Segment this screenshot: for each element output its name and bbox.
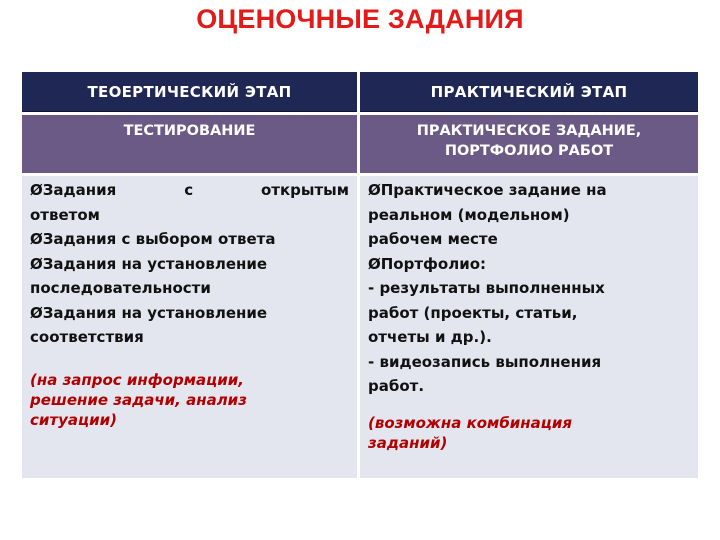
left-line-3: ØЗадания с выбором ответа bbox=[30, 230, 276, 248]
right-line-8: - видеозапись выполнения bbox=[368, 352, 602, 371]
subheader-testing-label: ТЕСТИРОВАНИЕ bbox=[123, 123, 256, 139]
left-line-1: ØЗадания с открытым bbox=[30, 181, 349, 199]
subheader-practical-line-1: ПРАКТИЧЕСКОЕ ЗАДАНИЕ, bbox=[416, 123, 642, 139]
left-spacer bbox=[30, 350, 349, 370]
left-line-5: последовательности bbox=[30, 279, 211, 297]
right-line-3: рабочем месте bbox=[368, 230, 498, 248]
assessment-table bbox=[22, 72, 698, 478]
left-note-line-1: (на запрос информации, bbox=[30, 370, 244, 389]
subheader-testing bbox=[22, 112, 360, 173]
right-line-1: ØПрактическое задание на bbox=[368, 181, 607, 199]
subheader-practical-task bbox=[360, 112, 698, 173]
subheader-row bbox=[22, 112, 698, 173]
subheader-practical-line-2: ПОРТФОЛИО РАБОТ bbox=[444, 143, 614, 159]
right-line-9: работ. bbox=[368, 377, 425, 395]
left-note-line-3: ситуации) bbox=[30, 410, 117, 429]
right-spacer bbox=[368, 399, 690, 413]
header-theoretical-stage: ТЕОЕРТИЧЕСКИЙ ЭТАП bbox=[22, 72, 360, 112]
right-line-6: работ (проекты, статьи, bbox=[368, 303, 578, 322]
right-line-5: - результаты выполненных bbox=[368, 279, 605, 297]
left-line-2: ответом bbox=[30, 205, 100, 224]
left-body-cell bbox=[22, 173, 360, 478]
right-line-7: отчеты и др.). bbox=[368, 328, 492, 346]
right-line-4: ØПортфолио: bbox=[368, 254, 487, 273]
header-practical-stage: ПРАКТИЧЕСКИЙ ЭТАП bbox=[360, 72, 698, 112]
right-line-2: реальном (модельном) bbox=[368, 205, 570, 224]
left-line-4: ØЗадания на установление bbox=[30, 254, 268, 273]
left-line-7: соответствия bbox=[30, 328, 144, 346]
right-note-line-1: (возможна комбинация bbox=[368, 413, 573, 432]
body-row bbox=[22, 173, 698, 478]
left-note-line-2: решение задачи, анализ bbox=[30, 390, 247, 409]
slide-title: ОЦЕНОЧНЫЕ ЗАДАНИЯ bbox=[196, 4, 524, 34]
right-body-cell bbox=[360, 173, 698, 478]
left-line-6: ØЗадания на установление bbox=[30, 303, 268, 322]
header-row bbox=[22, 72, 698, 112]
right-note-line-2: заданий) bbox=[368, 433, 448, 452]
